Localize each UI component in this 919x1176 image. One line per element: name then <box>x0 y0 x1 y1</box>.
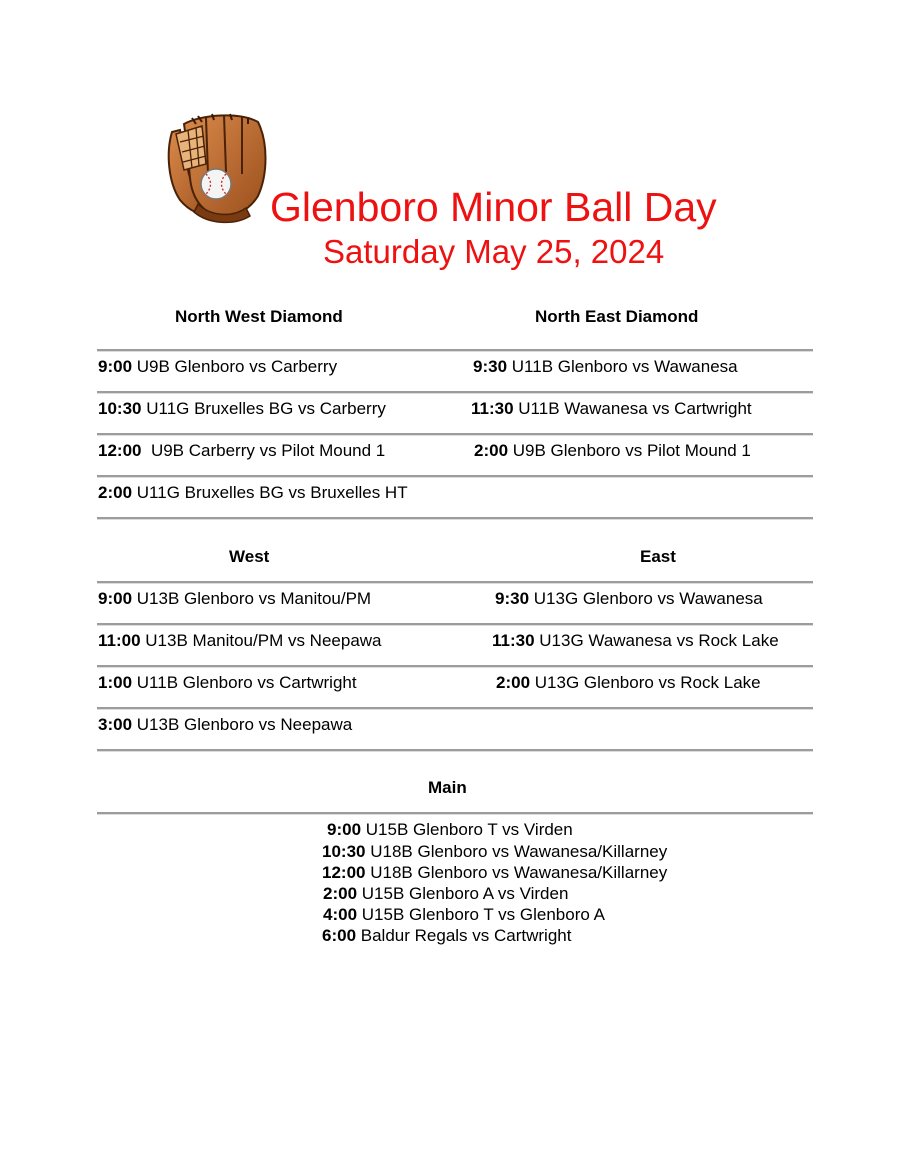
game-time: 2:00 <box>496 673 531 692</box>
game-time: 12:00 <box>98 441 142 460</box>
game-matchup: U9B Glenboro vs Pilot Mound 1 <box>512 441 751 460</box>
west-header: West <box>229 547 270 566</box>
game-row <box>98 673 357 693</box>
game-matchup: U13G Wawanesa vs Rock Lake <box>539 631 779 650</box>
game-matchup: U11B Glenboro vs Wawanesa <box>511 357 738 376</box>
divider <box>97 391 813 393</box>
divider <box>97 433 813 435</box>
game-matchup: U15B Glenboro A vs Virden <box>361 884 569 903</box>
game-row <box>98 589 371 609</box>
game-row <box>98 357 337 377</box>
divider <box>97 517 813 519</box>
game-matchup: U11G Bruxelles BG vs Carberry <box>146 399 386 418</box>
game-row <box>98 399 386 419</box>
north-west-header: North West Diamond <box>175 307 343 326</box>
game-time: 3:00 <box>98 715 133 734</box>
game-row <box>471 399 752 419</box>
game-time: 2:00 <box>474 441 509 460</box>
game-matchup: U11G Bruxelles BG vs Bruxelles HT <box>136 483 408 502</box>
divider <box>97 475 813 477</box>
game-matchup: U11B Wawanesa vs Cartwright <box>518 399 752 418</box>
divider <box>97 707 813 709</box>
main-game-line <box>327 820 573 840</box>
divider <box>97 581 813 583</box>
game-time: 4:00 <box>323 905 358 924</box>
baseball-glove-icon <box>162 112 272 224</box>
game-row <box>496 673 761 693</box>
divider <box>97 665 813 667</box>
game-row <box>495 589 763 609</box>
main-header: Main <box>428 778 467 797</box>
game-time: 1:00 <box>98 673 133 692</box>
game-time: 9:30 <box>473 357 508 376</box>
main-game-line <box>323 905 605 925</box>
game-time: 6:00 <box>322 926 357 945</box>
game-row <box>98 631 382 651</box>
main-game-line <box>322 863 667 883</box>
game-matchup: U13G Glenboro vs Rock Lake <box>534 673 761 692</box>
game-time: 12:00 <box>322 863 366 882</box>
north-east-header: North East Diamond <box>535 307 699 326</box>
game-time: 9:30 <box>495 589 530 608</box>
game-row <box>98 483 408 503</box>
page-title: Glenboro Minor Ball Day <box>270 184 717 230</box>
main-game-line <box>323 884 568 904</box>
game-matchup: U13B Manitou/PM vs Neepawa <box>145 631 382 650</box>
game-time: 9:00 <box>98 589 133 608</box>
game-row <box>98 715 352 735</box>
game-row <box>492 631 779 651</box>
game-row <box>474 441 751 461</box>
divider <box>97 749 813 751</box>
game-matchup: U11B Glenboro vs Cartwright <box>136 673 357 692</box>
game-time: 11:30 <box>471 399 514 418</box>
game-row <box>473 357 738 377</box>
divider <box>97 349 813 351</box>
game-matchup: U9B Carberry vs Pilot Mound 1 <box>146 441 386 460</box>
game-time: 11:30 <box>492 631 535 650</box>
game-time: 2:00 <box>323 884 358 903</box>
main-game-line <box>322 842 667 862</box>
game-matchup: U13G Glenboro vs Wawanesa <box>533 589 763 608</box>
main-game-line <box>322 926 571 946</box>
game-row <box>98 441 385 461</box>
game-matchup: U15B Glenboro T vs Glenboro A <box>361 905 605 924</box>
game-matchup: U18B Glenboro vs Wawanesa/Killarney <box>370 842 668 861</box>
game-time: 10:30 <box>98 399 142 418</box>
game-time: 11:00 <box>98 631 141 650</box>
game-matchup: Baldur Regals vs Cartwright <box>360 926 572 945</box>
game-time: 9:00 <box>98 357 133 376</box>
game-time: 2:00 <box>98 483 133 502</box>
game-time: 10:30 <box>322 842 366 861</box>
game-time: 9:00 <box>327 820 362 839</box>
east-header: East <box>640 547 676 566</box>
game-matchup: U18B Glenboro vs Wawanesa/Killarney <box>370 863 668 882</box>
game-matchup: U9B Glenboro vs Carberry <box>136 357 338 376</box>
game-matchup: U15B Glenboro T vs Virden <box>365 820 573 839</box>
game-matchup: U13B Glenboro vs Neepawa <box>136 715 353 734</box>
divider <box>97 812 813 814</box>
event-date: Saturday May 25, 2024 <box>323 233 665 270</box>
game-matchup: U13B Glenboro vs Manitou/PM <box>136 589 372 608</box>
divider <box>97 623 813 625</box>
